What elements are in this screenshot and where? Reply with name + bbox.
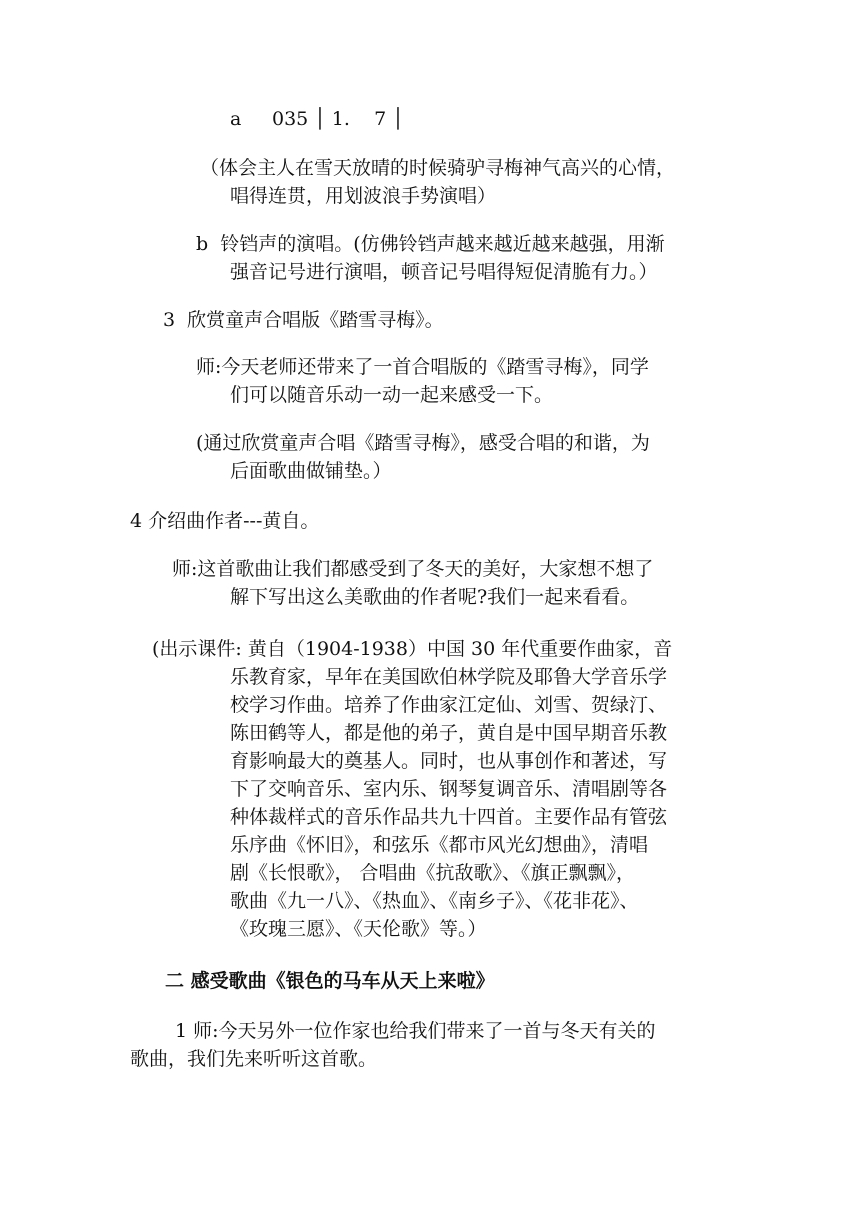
section-2-heading: 二 感受歌曲《银色的马车从天上来啦》 xyxy=(165,970,495,992)
item-3-teacher-line-2: 们可以随音乐动一动一起来感受一下。 xyxy=(230,384,554,406)
item-3-note-line-2: 后面歌曲做铺垫。） xyxy=(230,460,392,482)
item-4-teacher-line-2: 解下写出这么美歌曲的作者呢?我们一起来看看。 xyxy=(230,586,640,608)
courseware-line-8: 乐序曲《怀旧》，和弦乐《都市风光幻想曲》，清唱 xyxy=(230,834,649,856)
item-4-teacher-line-1: 师:这首歌曲让我们都感受到了冬天的美好，大家想不想了 xyxy=(172,558,654,580)
note-a-line-1: （体会主人在雪天放晴的时候骑驴寻梅神气高兴的心情， xyxy=(200,157,676,179)
courseware-line-9: 剧《长恨歌》， 合唱曲《抗敌歌》、《旗正飘飘》， xyxy=(230,862,636,884)
item-3-title: 3 欣赏童声合唱版《踏雪寻梅》。 xyxy=(163,309,444,331)
courseware-line-7: 种体裁样式的音乐作品共九十四首。主要作品有管弦 xyxy=(230,806,668,828)
notation-label: a xyxy=(230,108,242,130)
item-3-teacher-line-1: 师:今天老师还带来了一首合唱版的《踏雪寻梅》，同学 xyxy=(196,356,649,378)
section-2-paragraph-line-1: 1 师:今天另外一位作家也给我们带来了一首与冬天有关的 xyxy=(175,1020,656,1042)
courseware-line-5: 育影响最大的奠基人。同时，也从事创作和著述，写 xyxy=(230,750,668,772)
note-a-line-2: 唱得连贯，用划波浪手势演唱） xyxy=(230,185,497,207)
item-3-note-line-1: (通过欣赏童声合唱《踏雪寻梅》，感受合唱的和谐，为 xyxy=(196,432,650,454)
item-b-line-2: 强音记号进行演唱，顿音记号唱得短促清脆有力。） xyxy=(230,261,658,283)
courseware-line-10: 歌曲《九一八》、《热血》、《南乡子》、《花非花》、 xyxy=(230,890,639,912)
courseware-line-1: (出示课件: 黄自（1904-1938）中国 30 年代重要作曲家，音 xyxy=(152,638,673,660)
courseware-line-2: 乐教育家，早年在美国欧伯林学院及耶鲁大学音乐学 xyxy=(230,666,668,688)
item-4-title: 4 介绍曲作者---黄自。 xyxy=(130,510,320,532)
item-b-line-1: b 铃铛声的演唱。(仿佛铃铛声越来越近越来越强，用渐 xyxy=(196,233,665,255)
section-2-paragraph-line-2: 歌曲，我们先来听听这首歌。 xyxy=(130,1048,378,1070)
notation-content: 035 │ 1. 7 │ xyxy=(272,108,404,130)
courseware-line-3: 校学习作曲。培养了作曲家江定仙、刘雪、贺绿汀、 xyxy=(230,694,668,716)
courseware-line-11: 《玫瑰三愿》、《天伦歌》等。） xyxy=(230,918,487,940)
courseware-line-6: 下了交响音乐、室内乐、钢琴复调音乐、清唱剧等各 xyxy=(230,778,668,800)
courseware-line-4: 陈田鹤等人，都是他的弟子，黄自是中国早期音乐教 xyxy=(230,722,668,744)
